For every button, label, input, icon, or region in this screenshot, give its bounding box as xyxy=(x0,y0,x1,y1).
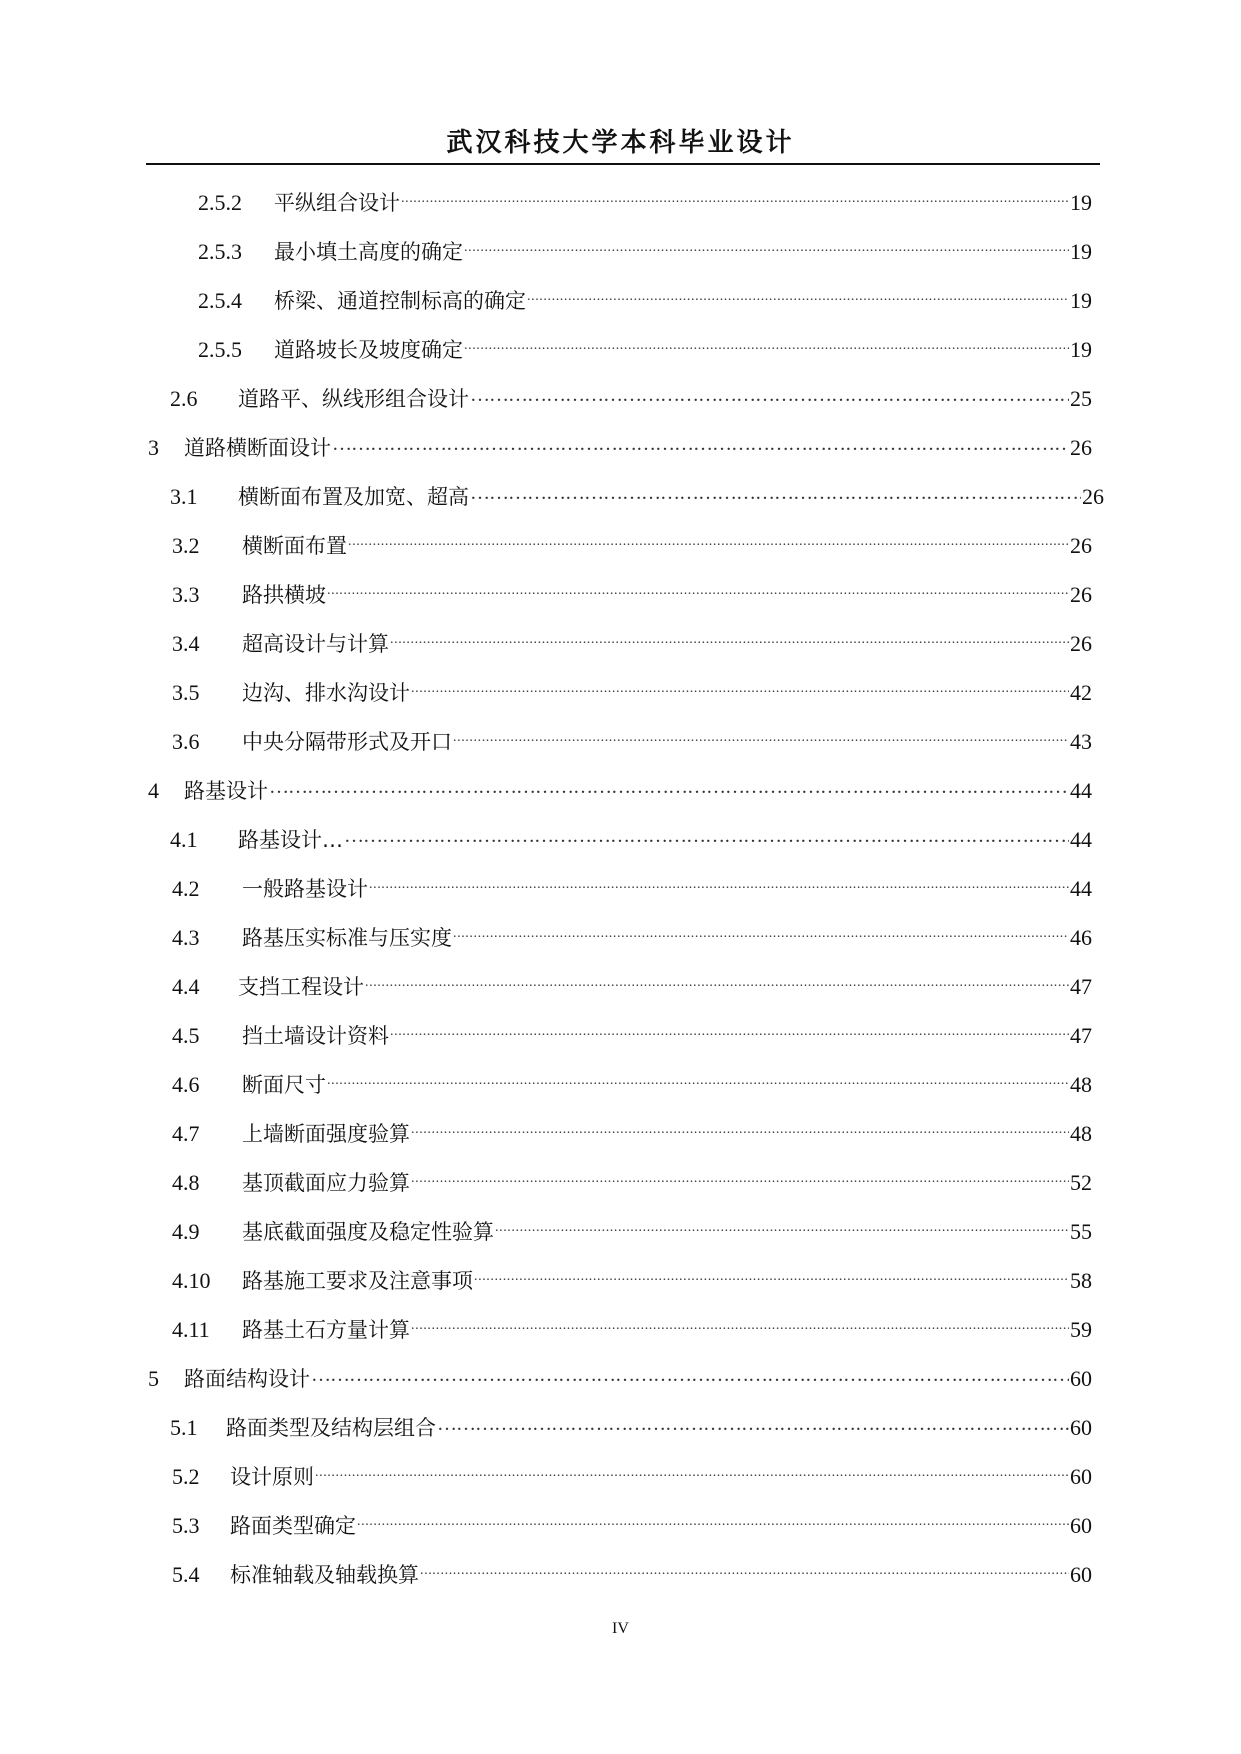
toc-entry-number: 5.4 xyxy=(172,1562,200,1587)
toc-entry-page: 26 xyxy=(1082,484,1104,509)
toc-dot-leader xyxy=(269,768,1069,798)
toc-dot-leader xyxy=(348,523,1069,553)
toc-entry-title: 平纵组合设计 xyxy=(274,191,400,215)
toc-dot-leader xyxy=(401,180,1069,210)
toc-entry-3[interactable] xyxy=(148,425,1092,460)
toc-dot-leader xyxy=(474,1258,1069,1288)
toc-entry-title: 横断面布置 xyxy=(242,534,347,558)
toc-entry-title: 设计原则 xyxy=(230,1465,314,1489)
toc-entry-page: 60 xyxy=(1070,1513,1092,1538)
toc-entry-title: 挡土墙设计资料 xyxy=(242,1024,389,1048)
toc-dot-leader xyxy=(411,670,1069,700)
toc-entry-number: 3.4 xyxy=(172,631,200,656)
toc-entry-number: 2.5.2 xyxy=(198,190,242,215)
toc-dot-leader xyxy=(453,719,1069,749)
toc-entry-number: 2.5.3 xyxy=(198,239,242,264)
toc-entry-number: 5 xyxy=(148,1366,159,1391)
toc-entry-page: 25 xyxy=(1070,386,1092,411)
toc-entry-3-5[interactable] xyxy=(172,670,1092,705)
toc-entry-page: 55 xyxy=(1070,1219,1092,1244)
toc-entry-page: 44 xyxy=(1070,778,1092,803)
toc-dot-leader xyxy=(357,1503,1069,1533)
page-number: IV xyxy=(612,1620,629,1637)
toc-entry-title: 断面尺寸 xyxy=(242,1073,326,1097)
toc-entry-title: 路拱横坡 xyxy=(242,583,326,607)
toc-entry-5[interactable] xyxy=(148,1356,1092,1391)
toc-dot-leader xyxy=(470,376,1069,406)
toc-entry-page: 42 xyxy=(1070,680,1092,705)
toc-entry-number: 3.2 xyxy=(172,533,200,558)
toc-entry-page: 47 xyxy=(1070,974,1092,999)
toc-dot-leader xyxy=(327,1062,1069,1092)
toc-dot-leader xyxy=(311,1356,1069,1386)
toc-entry-number: 4.4 xyxy=(172,974,200,999)
toc-dot-leader xyxy=(420,1552,1069,1582)
toc-entry-page: 26 xyxy=(1070,631,1092,656)
toc-entry-number: 5.2 xyxy=(172,1464,200,1489)
toc-entry-number: 4.7 xyxy=(172,1121,200,1146)
toc-entry-number: 4.8 xyxy=(172,1170,200,1195)
toc-entry-number: 2.6 xyxy=(170,386,198,411)
toc-entry-number: 4.11 xyxy=(172,1317,210,1342)
toc-dot-leader xyxy=(390,1013,1069,1043)
toc-entry-title: 横断面布置及加宽、超高 xyxy=(238,485,469,509)
toc-entry-title: 路面类型确定 xyxy=(230,1514,356,1538)
toc-entry-title: 路基土石方量计算 xyxy=(242,1318,410,1342)
toc-entry-number: 3 xyxy=(148,435,159,460)
toc-entry-page: 26 xyxy=(1070,533,1092,558)
toc-entry-title: 桥梁、通道控制标高的确定 xyxy=(274,289,526,313)
toc-entry-title: 路基施工要求及注意事项 xyxy=(242,1269,473,1293)
toc-entry-page: 19 xyxy=(1070,337,1092,362)
toc-entry-page: 19 xyxy=(1070,239,1092,264)
toc-entry-page: 44 xyxy=(1070,827,1092,852)
toc-entry-4-10[interactable] xyxy=(172,1258,1092,1293)
toc-entry-page: 44 xyxy=(1070,876,1092,901)
toc-entry-page: 58 xyxy=(1070,1268,1092,1293)
toc-dot-leader xyxy=(464,229,1069,259)
toc-entry-2-5-2[interactable] xyxy=(198,180,1092,215)
toc-entry-title: 最小填土高度的确定 xyxy=(274,240,463,264)
toc-entry-page: 48 xyxy=(1070,1072,1092,1097)
toc-dot-leader xyxy=(332,425,1069,455)
toc-entry-title: 道路平、纵线形组合设计 xyxy=(238,387,469,411)
toc-dot-leader xyxy=(495,1209,1069,1239)
toc-entry-title: 中央分隔带形式及开口 xyxy=(242,730,452,754)
toc-entry-page: 60 xyxy=(1070,1415,1092,1440)
toc-entry-4-7[interactable] xyxy=(172,1111,1092,1146)
toc-entry-title: 基底截面强度及稳定性验算 xyxy=(242,1220,494,1244)
toc-entry-3-3[interactable] xyxy=(172,572,1092,607)
toc-entry-number: 4.5 xyxy=(172,1023,200,1048)
toc-dot-leader xyxy=(390,621,1069,651)
toc-entry-4-5[interactable] xyxy=(172,1013,1092,1048)
toc-entry-title: 基顶截面应力验算 xyxy=(242,1171,410,1195)
toc-entry-2-5-3[interactable] xyxy=(198,229,1092,264)
toc-entry-number: 4.10 xyxy=(172,1268,211,1293)
toc-entry-page: 60 xyxy=(1070,1562,1092,1587)
toc-entry-title: 路面结构设计 xyxy=(184,1367,310,1391)
toc-entry-title: 道路横断面设计 xyxy=(184,436,331,460)
toc-dot-leader xyxy=(470,474,1081,504)
toc-entry-2-5-4[interactable] xyxy=(198,278,1092,313)
toc-entry-page: 46 xyxy=(1070,925,1092,950)
toc-entry-page: 19 xyxy=(1070,288,1092,313)
toc-entry-page: 43 xyxy=(1070,729,1092,754)
toc-entry-title: 标准轴载及轴载换算 xyxy=(230,1563,419,1587)
toc-entry-5-4[interactable] xyxy=(172,1552,1092,1587)
toc-entry-page: 60 xyxy=(1070,1366,1092,1391)
toc-entry-title: 路基压实标准与压实度 xyxy=(242,926,452,950)
toc-entry-number: 4.3 xyxy=(172,925,200,950)
toc-dot-leader xyxy=(411,1307,1069,1337)
toc-entry-title: 上墙断面强度验算 xyxy=(242,1122,410,1146)
toc-dot-leader xyxy=(411,1111,1069,1141)
page-header-title: 武汉科技大学本科毕业设计 xyxy=(446,128,795,158)
toc-entry-number: 5.3 xyxy=(172,1513,200,1538)
toc-entry-title: 边沟、排水沟设计 xyxy=(242,681,410,705)
toc-entry-4-6[interactable] xyxy=(172,1062,1092,1097)
toc-entry-number: 2.5.4 xyxy=(198,288,242,313)
toc-entry-4-9[interactable] xyxy=(172,1209,1092,1244)
toc-dot-leader xyxy=(527,278,1069,308)
toc-entry-page: 60 xyxy=(1070,1464,1092,1489)
toc-entry-number: 4.2 xyxy=(172,876,200,901)
toc-entry-number: 3.1 xyxy=(170,484,198,509)
toc-entry-title: 支挡工程设计 xyxy=(238,975,364,999)
toc-dot-leader xyxy=(464,327,1069,357)
toc-dot-leader xyxy=(315,1454,1069,1484)
toc-dot-leader xyxy=(411,1160,1069,1190)
toc-entry-page: 19 xyxy=(1070,190,1092,215)
toc-entry-page: 59 xyxy=(1070,1317,1092,1342)
toc-entry-4-11[interactable] xyxy=(172,1307,1092,1342)
toc-entry-number: 3.5 xyxy=(172,680,200,705)
toc-entry-5-1[interactable] xyxy=(170,1405,1092,1440)
toc-entry-5-2[interactable] xyxy=(172,1454,1092,1489)
toc-entry-page: 52 xyxy=(1070,1170,1092,1195)
toc-entry-title: 道路坡长及坡度确定 xyxy=(274,338,463,362)
toc-entry-3-1[interactable] xyxy=(170,474,1104,509)
toc-entry-number: 4.1 xyxy=(170,827,198,852)
toc-entry-3-6[interactable] xyxy=(172,719,1092,754)
toc-dot-leader xyxy=(344,817,1069,847)
toc-entry-4-1[interactable] xyxy=(170,817,1092,852)
toc-entry-4-8[interactable] xyxy=(172,1160,1092,1195)
toc-entry-number: 3.6 xyxy=(172,729,200,754)
toc-entry-page: 47 xyxy=(1070,1023,1092,1048)
toc-dot-leader xyxy=(453,915,1069,945)
toc-entry-5-3[interactable] xyxy=(172,1503,1092,1538)
toc-entry-number: 4 xyxy=(148,778,159,803)
toc-entry-page: 48 xyxy=(1070,1121,1092,1146)
toc-entry-number: 4.9 xyxy=(172,1219,200,1244)
toc-entry-3-4[interactable] xyxy=(172,621,1092,656)
toc-dot-leader xyxy=(365,964,1069,994)
toc-entry-4-4[interactable] xyxy=(172,964,1092,999)
toc-dot-leader xyxy=(437,1405,1069,1435)
toc-entry-page: 26 xyxy=(1070,582,1092,607)
toc-entry-number: 3.3 xyxy=(172,582,200,607)
toc-entry-2-6[interactable] xyxy=(170,376,1092,411)
toc-entry-title: 一般路基设计 xyxy=(242,877,368,901)
toc-entry-title: 超高设计与计算 xyxy=(242,632,389,656)
toc-entry-number: 4.6 xyxy=(172,1072,200,1097)
toc-entry-4-2[interactable] xyxy=(172,866,1092,901)
toc-entry-4[interactable] xyxy=(148,768,1092,803)
toc-entry-3-2[interactable] xyxy=(172,523,1092,558)
toc-dot-leader xyxy=(369,866,1069,896)
toc-entry-title: 路面类型及结构层组合 xyxy=(226,1416,436,1440)
toc-entry-number: 5.1 xyxy=(170,1415,198,1440)
toc-entry-title: 路基设计… xyxy=(238,828,343,852)
toc-entry-2-5-5[interactable] xyxy=(198,327,1092,362)
toc-entry-4-3[interactable] xyxy=(172,915,1092,950)
toc-entry-page: 26 xyxy=(1070,435,1092,460)
toc-entry-title: 路基设计 xyxy=(184,779,268,803)
toc-dot-leader xyxy=(327,572,1069,602)
toc-entry-number: 2.5.5 xyxy=(198,337,242,362)
